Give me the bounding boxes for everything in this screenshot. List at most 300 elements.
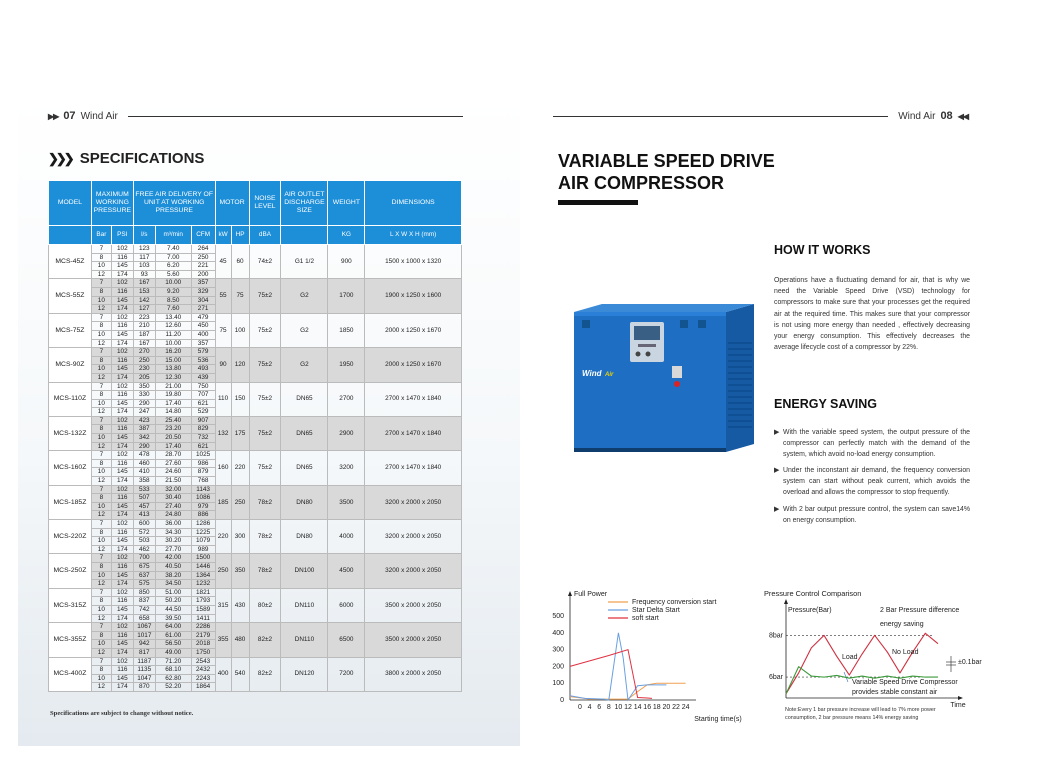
table-cell: 21.00 (155, 382, 191, 391)
table-cell: 220 (215, 520, 231, 554)
table-cell: MCS-110Z (49, 382, 92, 416)
table-cell: 837 (133, 597, 155, 606)
table-cell: 42.00 (155, 554, 191, 563)
table-cell: 1135 (133, 666, 155, 675)
table-cell: 1225 (191, 528, 215, 537)
table-cell: 2000 x 1250 x 1670 (365, 348, 462, 382)
table-cell: 82±2 (249, 623, 281, 657)
table-cell: 12 (91, 683, 111, 692)
x-tick-label: 14 (633, 704, 642, 711)
table-cell: 423 (133, 416, 155, 425)
table-cell: 145 (111, 365, 133, 374)
energy-saving-title: ENERGY SAVING (774, 397, 878, 411)
table-cell: G2 (281, 313, 328, 347)
table-cell: 10.00 (155, 339, 191, 348)
table-cell: 174 (111, 648, 133, 657)
table-cell: 907 (191, 416, 215, 425)
table-row (49, 348, 462, 357)
table-cell: 850 (133, 588, 155, 597)
y-axis-label: Pressure(Bar) (788, 607, 832, 614)
table-cell: 102 (111, 245, 133, 254)
table-cell: 5.60 (155, 270, 191, 279)
right-page-number: 08 (940, 110, 953, 122)
table-cell: 658 (133, 614, 155, 623)
bullet-triangle-icon: ▶ (774, 429, 780, 436)
table-cell: 1500 (191, 554, 215, 563)
table-cell: 12 (91, 270, 111, 279)
table-cell: 12 (91, 305, 111, 314)
table-cell: 1750 (191, 648, 215, 657)
left-page-brand: Wind Air (80, 110, 118, 122)
table-cell: 145 (111, 262, 133, 271)
table-cell: 413 (133, 511, 155, 520)
y-tick-label: 8bar (768, 632, 783, 640)
table-cell: 174 (111, 580, 133, 589)
table-cell: 10 (91, 640, 111, 649)
unit-hp: HP (231, 226, 249, 245)
table-cell: 13.40 (155, 313, 191, 322)
table-cell: 264 (191, 245, 215, 254)
table-cell: 102 (111, 623, 133, 632)
table-cell: 329 (191, 287, 215, 296)
table-cell: 10 (91, 674, 111, 683)
table-cell: 50.20 (155, 597, 191, 606)
table-row (49, 588, 462, 597)
table-cell: 123 (133, 245, 155, 254)
table-cell: 2700 x 1470 x 1840 (365, 416, 462, 450)
table-cell: 44.50 (155, 605, 191, 614)
table-cell: 3200 x 2000 x 2050 (365, 520, 462, 554)
table-cell: 10 (91, 571, 111, 580)
chart-title: Full Power (574, 591, 608, 598)
table-cell: 457 (133, 502, 155, 511)
table-cell: 290 (133, 399, 155, 408)
table-cell: 1187 (133, 657, 155, 666)
table-cell: 10.00 (155, 279, 191, 288)
table-cell: 12 (91, 580, 111, 589)
table-cell: 13.80 (155, 365, 191, 374)
table-cell: 51.00 (155, 588, 191, 597)
table-cell: 55 (215, 279, 231, 313)
table-row (49, 485, 462, 494)
table-cell: 271 (191, 305, 215, 314)
unit-psi: PSI (111, 226, 133, 245)
table-cell: 12.30 (155, 373, 191, 382)
table-cell: 174 (111, 373, 133, 382)
table-cell: 116 (111, 356, 133, 365)
table-cell: 25.40 (155, 416, 191, 425)
energy-saving-list (774, 427, 970, 531)
table-cell: 10 (91, 468, 111, 477)
table-cell: MCS-45Z (49, 245, 92, 279)
energy-point (774, 504, 970, 526)
table-cell: 145 (111, 605, 133, 614)
table-cell: 78±2 (249, 554, 281, 588)
table-cell: 8 (91, 562, 111, 571)
annotation-tolerance: ±0.1bar (958, 659, 982, 666)
table-cell: 102 (111, 554, 133, 563)
table-cell: 150 (231, 382, 249, 416)
table-cell: 8 (91, 528, 111, 537)
machine-logo-accent: Air (605, 372, 614, 378)
table-cell: G2 (281, 279, 328, 313)
col-fad: FREE AIR DELIVERY OF UNIT AT WORKING PRESSURE (133, 181, 215, 226)
triple-chevron-icon: ❯❯❯ (48, 150, 72, 166)
table-cell: 24.60 (155, 468, 191, 477)
table-cell: 621 (191, 442, 215, 451)
table-cell: 174 (111, 442, 133, 451)
table-row (49, 382, 462, 391)
table-cell: 450 (191, 322, 215, 331)
table-cell: 2700 x 1470 x 1840 (365, 451, 462, 485)
table-cell: 116 (111, 631, 133, 640)
table-cell: 675 (133, 562, 155, 571)
y-tick-label: 300 (552, 646, 564, 654)
table-cell: 34.30 (155, 528, 191, 537)
table-cell: 75±2 (249, 416, 281, 450)
table-cell: 4500 (328, 554, 365, 588)
table-cell: 174 (111, 683, 133, 692)
table-cell: 7 (91, 451, 111, 460)
specifications-body (49, 245, 462, 692)
table-cell: 7 (91, 588, 111, 597)
table-cell: 8 (91, 494, 111, 503)
table-cell: 78±2 (249, 485, 281, 519)
table-cell: 12 (91, 408, 111, 417)
table-cell: 1700 (328, 279, 365, 313)
table-cell: 145 (111, 330, 133, 339)
table-cell: 1286 (191, 520, 215, 529)
table-cell: 14.80 (155, 408, 191, 417)
axis-arrow-icon (784, 599, 788, 604)
table-cell: 460 (133, 459, 155, 468)
unit-blank (49, 226, 92, 245)
table-cell: 174 (111, 545, 133, 554)
table-cell: 350 (133, 382, 155, 391)
table-cell: 7 (91, 245, 111, 254)
table-cell: 145 (111, 537, 133, 546)
table-cell: 75±2 (249, 382, 281, 416)
table-cell: 886 (191, 511, 215, 520)
annotation-load: Load (842, 654, 858, 661)
table-cell: 8.50 (155, 296, 191, 305)
table-cell: 116 (111, 597, 133, 606)
annotation-energy: energy saving (880, 621, 924, 628)
energy-point-text: With the variable speed system, the output pressure of the compressor can perfectly match with the demand of the system, which avoid no-load energy consumption. (783, 429, 970, 459)
product-title-line2: AIR COMPRESSOR (558, 173, 725, 193)
table-cell: 60 (231, 245, 249, 279)
table-cell: 7 (91, 520, 111, 529)
col-noise: NOISE LEVEL (249, 181, 281, 226)
table-cell: 357 (191, 339, 215, 348)
table-cell: 116 (111, 287, 133, 296)
table-cell: 39.50 (155, 614, 191, 623)
table-cell: 116 (111, 253, 133, 262)
table-cell: 7.00 (155, 253, 191, 262)
table-cell: 350 (231, 554, 249, 588)
table-cell: 1821 (191, 588, 215, 597)
table-cell: 358 (133, 477, 155, 486)
table-cell: 7 (91, 348, 111, 357)
table-cell: 3800 x 2000 x 2050 (365, 657, 462, 691)
table-cell: 1446 (191, 562, 215, 571)
table-cell: 2018 (191, 640, 215, 649)
table-cell: 7 (91, 485, 111, 494)
table-cell: 200 (191, 270, 215, 279)
how-it-works-text: Operations have a fluctuating demand for air, that is why we need the Variable Speed Drive (VSD) technology for compressors to make sure that your processes get the required air at the required time. This makes sure that your compressor is not using more energy than needed , effectively decreasing your energy consumption. This effectively decreases the average lifecycle cost of a compressor by 22%. (774, 277, 970, 352)
table-cell: MCS-75Z (49, 313, 92, 347)
table-cell: 34.50 (155, 580, 191, 589)
table-cell: MCS-250Z (49, 554, 92, 588)
annotation-vsd: Variable Speed Drive Compressor (852, 679, 958, 686)
table-cell: 817 (133, 648, 155, 657)
table-cell: DN80 (281, 520, 328, 554)
table-cell: 357 (191, 279, 215, 288)
table-cell: 330 (133, 391, 155, 400)
table-cell: 102 (111, 416, 133, 425)
y-tick-label: 400 (552, 629, 564, 637)
table-cell: 1025 (191, 451, 215, 460)
table-cell: 870 (133, 683, 155, 692)
table-cell: 3500 x 2000 x 2050 (365, 623, 462, 657)
energy-point-text: With 2 bar output pressure control, the system can save14% on energy consumption. (783, 505, 970, 524)
table-cell: 100 (231, 313, 249, 347)
table-cell: 300 (231, 520, 249, 554)
table-cell: 28.70 (155, 451, 191, 460)
table-cell: 102 (111, 588, 133, 597)
table-cell: 102 (111, 279, 133, 288)
legend-label: soft start (632, 615, 659, 622)
table-cell: 462 (133, 545, 155, 554)
double-arrow-left-icon: ◀◀ (957, 111, 968, 121)
table-cell: 829 (191, 425, 215, 434)
table-cell: 8 (91, 631, 111, 640)
table-cell: DN120 (281, 657, 328, 691)
x-tick-label: 18 (652, 704, 661, 711)
table-cell: 1232 (191, 580, 215, 589)
table-cell: 768 (191, 477, 215, 486)
table-cell: 1411 (191, 614, 215, 623)
table-cell: 2243 (191, 674, 215, 683)
axis-arrow-icon (568, 591, 572, 596)
table-cell: 174 (111, 408, 133, 417)
table-cell: 533 (133, 485, 155, 494)
table-cell: 75±2 (249, 451, 281, 485)
table-cell: 32.00 (155, 485, 191, 494)
table-cell: 979 (191, 502, 215, 511)
table-cell: 174 (111, 511, 133, 520)
table-cell: 7 (91, 554, 111, 563)
table-cell: G2 (281, 348, 328, 382)
right-page-brand: Wind Air (898, 110, 936, 122)
table-cell: 167 (133, 339, 155, 348)
series-line (570, 650, 652, 699)
table-cell: DN65 (281, 451, 328, 485)
table-cell: 127 (133, 305, 155, 314)
table-row (49, 313, 462, 322)
table-cell: 2179 (191, 631, 215, 640)
table-cell: 27.40 (155, 502, 191, 511)
table-cell: 80±2 (249, 588, 281, 622)
table-cell: 3200 (328, 451, 365, 485)
unit-cfm: CFM (191, 226, 215, 245)
table-cell: DN65 (281, 382, 328, 416)
table-cell: 1793 (191, 597, 215, 606)
series-line (570, 633, 666, 700)
table-row (49, 451, 462, 460)
table-cell: 142 (133, 296, 155, 305)
x-axis-label: Time (950, 702, 966, 709)
table-cell: 879 (191, 468, 215, 477)
table-cell: 637 (133, 571, 155, 580)
table-cell: 49.00 (155, 648, 191, 657)
table-cell: 153 (133, 287, 155, 296)
table-cell: 1143 (191, 485, 215, 494)
table-row (49, 554, 462, 563)
table-cell: 7 (91, 623, 111, 632)
table-cell: 145 (111, 399, 133, 408)
table-cell: 8 (91, 597, 111, 606)
table-cell: 15.00 (155, 356, 191, 365)
bullet-triangle-icon: ▶ (774, 505, 780, 513)
table-cell: 10 (91, 605, 111, 614)
table-cell: 12 (91, 545, 111, 554)
table-cell: 7.60 (155, 305, 191, 314)
table-cell: 19.80 (155, 391, 191, 400)
table-cell: MCS-315Z (49, 588, 92, 622)
table-cell: DN100 (281, 554, 328, 588)
table-cell: 116 (111, 322, 133, 331)
table-cell: 78±2 (249, 520, 281, 554)
table-cell: 12 (91, 477, 111, 486)
table-cell: 12 (91, 648, 111, 657)
table-cell: 7 (91, 657, 111, 666)
table-cell: 942 (133, 640, 155, 649)
table-cell: 6500 (328, 623, 365, 657)
table-cell: 102 (111, 485, 133, 494)
product-title (558, 150, 775, 194)
table-cell: 10 (91, 330, 111, 339)
table-cell: 355 (215, 623, 231, 657)
table-cell: 160 (215, 451, 231, 485)
table-cell: 75±2 (249, 348, 281, 382)
col-dimensions: DIMENSIONS (365, 181, 462, 226)
table-cell: 23.20 (155, 425, 191, 434)
table-cell: 1067 (133, 623, 155, 632)
table-cell: 3200 x 2000 x 2050 (365, 554, 462, 588)
table-cell: 1864 (191, 683, 215, 692)
table-cell: 12.60 (155, 322, 191, 331)
table-cell: 3200 x 2000 x 2050 (365, 485, 462, 519)
table-cell: 2432 (191, 666, 215, 675)
annotation-2bar: 2 Bar Pressure difference (880, 607, 960, 614)
table-cell: 116 (111, 425, 133, 434)
x-tick-label: 4 (587, 704, 592, 711)
table-cell: 12 (91, 442, 111, 451)
table-cell: 7 (91, 416, 111, 425)
table-cell: 503 (133, 537, 155, 546)
table-cell: MCS-220Z (49, 520, 92, 554)
table-cell: 247 (133, 408, 155, 417)
table-cell: 900 (328, 245, 365, 279)
table-cell: 1500 x 1000 x 1320 (365, 245, 462, 279)
table-cell: 145 (111, 296, 133, 305)
annotation-noload: No Load (892, 649, 919, 656)
unit-m3: m³/min (155, 226, 191, 245)
product-title-line1: VARIABLE SPEED DRIVE (558, 151, 775, 171)
unit-ls: l/s (133, 226, 155, 245)
y-tick-label: 200 (552, 663, 564, 671)
table-cell: 205 (133, 373, 155, 382)
table-cell: 1589 (191, 605, 215, 614)
table-cell: 210 (133, 322, 155, 331)
table-cell: 2286 (191, 623, 215, 632)
table-cell: 8 (91, 666, 111, 675)
table-cell: 3500 (328, 485, 365, 519)
x-tick-label: 6 (597, 704, 602, 711)
header-rule (553, 116, 888, 117)
x-axis-label: Starting time(s) (694, 716, 742, 723)
table-cell: 2900 (328, 416, 365, 450)
table-cell: 8 (91, 425, 111, 434)
table-cell: MCS-400Z (49, 657, 92, 691)
table-cell: 102 (111, 520, 133, 529)
table-cell: 75±2 (249, 279, 281, 313)
table-cell: 132 (215, 416, 231, 450)
table-cell: 175 (231, 416, 249, 450)
left-page-number: 07 (63, 110, 76, 122)
table-cell: DN65 (281, 416, 328, 450)
legend-label: Frequency conversion start (632, 599, 717, 606)
table-cell: 75 (215, 313, 231, 347)
y-tick-label: 500 (552, 613, 564, 620)
table-cell: 185 (215, 485, 231, 519)
x-tick-label: 0 (578, 704, 582, 711)
left-page-header (48, 110, 118, 122)
table-cell: 116 (111, 666, 133, 675)
table-cell: 145 (111, 502, 133, 511)
y-tick-label: 0 (560, 697, 564, 704)
table-cell: 102 (111, 348, 133, 357)
table-cell: 103 (133, 262, 155, 271)
table-cell: 986 (191, 459, 215, 468)
table-cell: 6000 (328, 588, 365, 622)
table-cell: 221 (191, 262, 215, 271)
table-cell: DN110 (281, 588, 328, 622)
table-cell: 12 (91, 373, 111, 382)
table-cell: MCS-355Z (49, 623, 92, 657)
table-cell: 1079 (191, 537, 215, 546)
table-cell: 116 (111, 391, 133, 400)
title-underline (558, 200, 638, 205)
table-row (49, 623, 462, 632)
table-cell: 75 (231, 279, 249, 313)
col-outlet: AIR OUTLET DISCHARGE SIZE (281, 181, 328, 226)
machine-logo: Wind (582, 369, 602, 378)
table-cell: 36.00 (155, 520, 191, 529)
header-rule (128, 116, 463, 117)
x-tick-label: 8 (606, 704, 611, 711)
table-cell: 2000 x 1250 x 1670 (365, 313, 462, 347)
annotation-stable: provides stable constant air (852, 689, 938, 696)
table-cell: 8 (91, 356, 111, 365)
energy-point-text: Under the inconstant air demand, the frequency conversion system can start without peak current, which avoids the overload and allows the compressor to stop frequently. (783, 467, 970, 497)
table-row (49, 520, 462, 529)
table-cell: 10 (91, 365, 111, 374)
table-cell: MCS-132Z (49, 416, 92, 450)
table-cell: 21.50 (155, 477, 191, 486)
table-cell: 16.20 (155, 348, 191, 357)
